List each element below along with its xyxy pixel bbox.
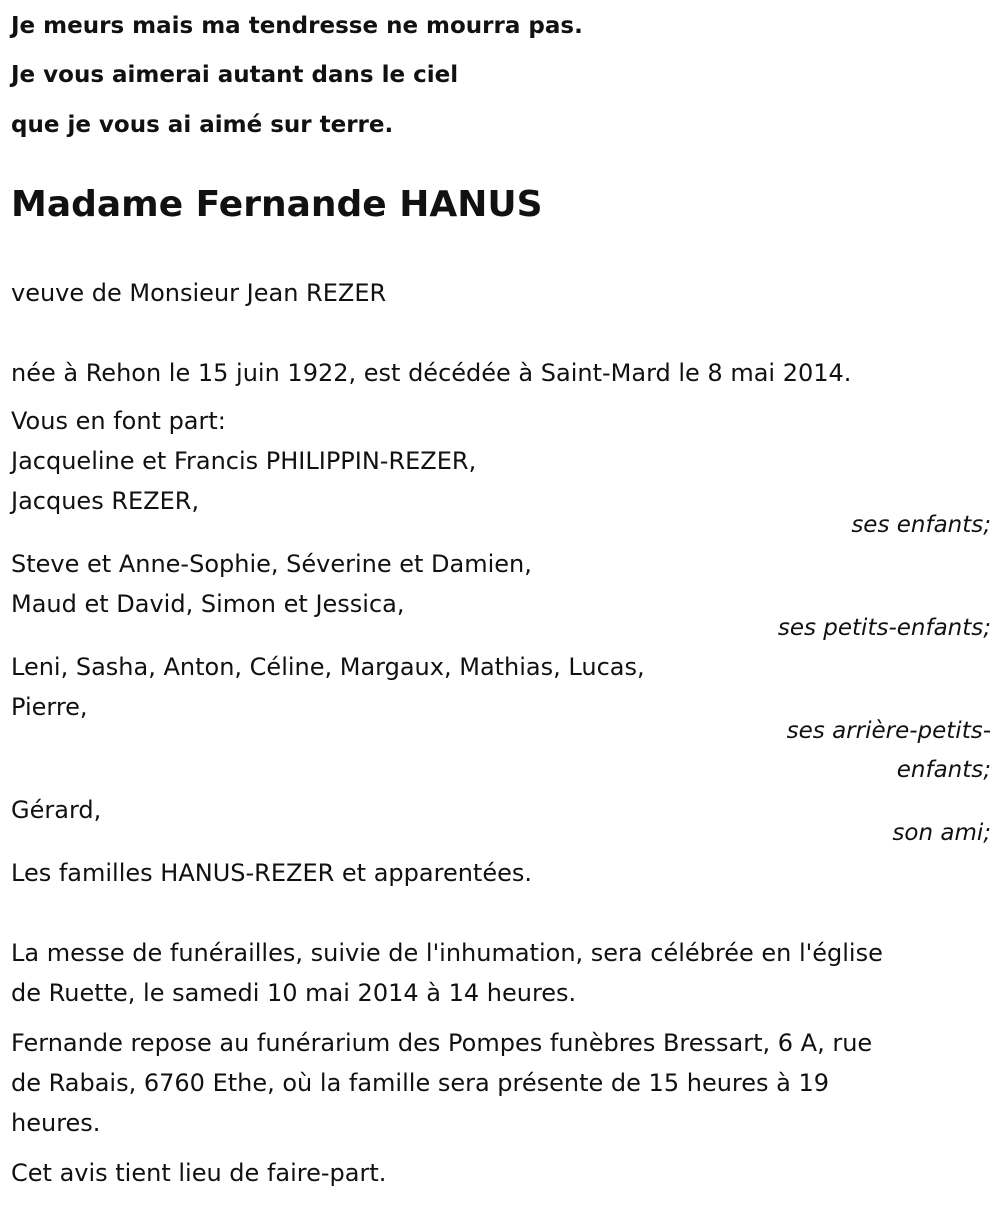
- relation-label: ses petits-enfants;: [777, 615, 991, 641]
- relation-label: enfants;: [896, 757, 991, 783]
- announcement-intro: Vous en font part:: [11, 407, 226, 435]
- family-member-line: Jacqueline et Francis PHILIPPIN-REZER,: [11, 447, 477, 475]
- spouse-line: veuve de Monsieur Jean REZER: [11, 279, 387, 307]
- relation-label: ses arrière-petits-: [786, 718, 991, 744]
- paragraph-line: heures.: [11, 1109, 101, 1137]
- family-member-line: Pierre,: [11, 693, 88, 721]
- family-member-line: Steve et Anne-Sophie, Séverine et Damien,: [11, 550, 532, 578]
- paragraph-line: de Ruette, le samedi 10 mai 2014 à 14 heures.: [11, 979, 577, 1007]
- paragraph-line: Fernande repose au funérarium des Pompes funèbres Bressart, 6 A, rue: [11, 1029, 873, 1057]
- paragraph-line: La messe de funérailles, suivie de l'inhumation, sera célébrée en l'église: [11, 939, 883, 967]
- quote-line: Je meurs mais ma tendresse ne mourra pas.: [11, 13, 583, 39]
- quote-line: Je vous aimerai autant dans le ciel: [11, 62, 459, 88]
- closing-line: Cet avis tient lieu de faire-part.: [11, 1159, 387, 1187]
- deceased-name: Madame Fernande HANUS: [11, 184, 543, 225]
- relation-label: ses enfants;: [851, 512, 991, 538]
- quote-line: que je vous ai aimé sur terre.: [11, 112, 394, 138]
- birth-death-line: née à Rehon le 15 juin 1922, est décédée à Saint-Mard le 8 mai 2014.: [11, 359, 852, 387]
- family-member-line: Gérard,: [11, 796, 102, 824]
- family-member-line: Maud et David, Simon et Jessica,: [11, 590, 405, 618]
- family-member-line: Leni, Sasha, Anton, Céline, Margaux, Mathias, Lucas,: [11, 653, 645, 681]
- families-line: Les familles HANUS-REZER et apparentées.: [11, 859, 532, 887]
- paragraph-line: de Rabais, 6760 Ethe, où la famille sera présente de 15 heures à 19: [11, 1069, 830, 1097]
- relation-label: son ami;: [892, 820, 991, 846]
- family-member-line: Jacques REZER,: [11, 487, 200, 515]
